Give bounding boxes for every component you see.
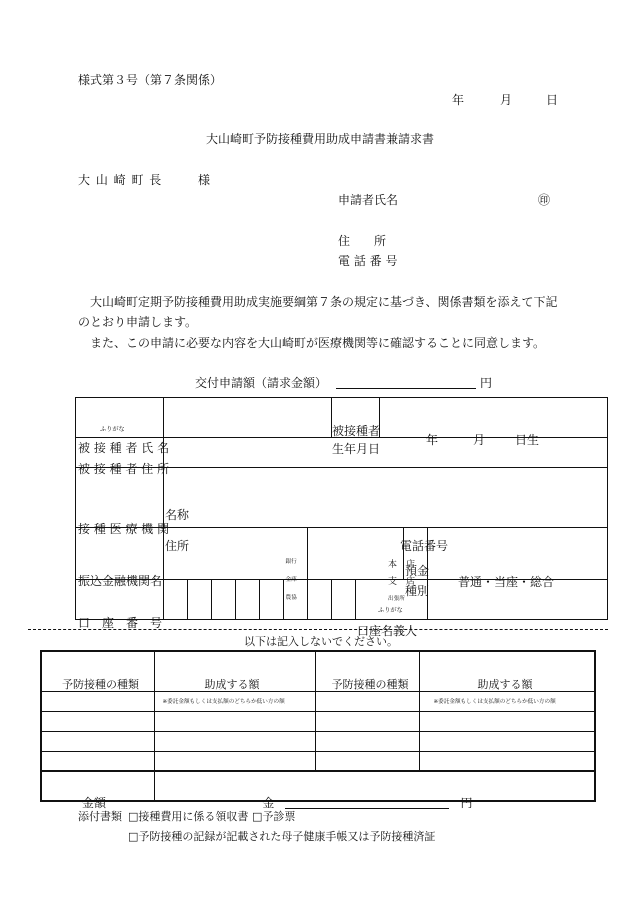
dob-label-cell	[332, 398, 381, 456]
header-amount-1	[154, 651, 315, 706]
bank-type-cell	[284, 528, 308, 601]
total-amount-line	[285, 808, 449, 809]
col-note-2: ※委託金額もしくは支払額のどちらか低い方の額	[433, 699, 556, 706]
deposit-type-label-2: 種別	[405, 583, 430, 598]
dob-field[interactable]	[380, 398, 608, 447]
addressee: 大 山 崎 町 長	[78, 173, 163, 187]
vaccinee-name-label-cell	[76, 398, 170, 455]
account-digit-7[interactable]	[308, 580, 332, 620]
grant-amount-unit: 円	[480, 376, 493, 390]
bank-name-field[interactable]	[164, 528, 284, 580]
seal-mark: ㊞	[538, 193, 551, 207]
body-paragraph-1-line-2: のとおり申請します。	[78, 315, 198, 329]
bank-label: 振込金融機関名	[78, 573, 163, 588]
furigana-label: ふりがな	[100, 425, 125, 433]
office-use-table	[40, 650, 596, 810]
header-vaccine-type-1	[41, 651, 154, 691]
deposit-options-text: 普通・当座・総合	[458, 574, 555, 589]
account-digit-8[interactable]	[332, 580, 356, 620]
body-paragraph-1-line-1: 大山崎町定期予防接種費用助成実施要綱第７条の規定に基づき、関係書類を添えて下記	[90, 295, 558, 309]
office-use-notice: 以下は記入しないでください。	[244, 635, 398, 648]
dob-label-line-1: 被接種者	[332, 423, 381, 438]
clinic-label: 接 種 医 療 機 関	[78, 521, 170, 536]
account-digit-1[interactable]	[164, 580, 188, 620]
col-note-1: ※委託金額もしくは支払額のどちらか低い方の額	[162, 699, 285, 706]
branch-1: 本 店	[388, 559, 416, 570]
total-unit: 円	[460, 796, 473, 810]
vaccinee-name-field[interactable]	[164, 398, 332, 438]
table-row	[41, 751, 595, 771]
table-row	[41, 731, 595, 751]
clinic-address-label: 住所	[165, 538, 190, 553]
vaccinee-address-label: 被 接 種 者 住 所	[78, 461, 170, 476]
attachments-label: 添付書類	[78, 810, 122, 823]
bank-type-2: 金庫	[285, 576, 297, 583]
deposit-type-label-1: 預金	[405, 563, 430, 578]
col-vaccine-label-1: 予防接種の種類	[62, 678, 139, 692]
col-amount-label-2: 助成する額	[477, 678, 533, 692]
attachment-prediagnosis[interactable]: □予診票	[252, 810, 296, 823]
applicant-phone-label: 電 話 番 号	[338, 254, 398, 268]
clinic-field[interactable]	[164, 468, 608, 553]
attachment-receipt[interactable]: □接種費用に係る領収書	[128, 810, 249, 823]
header-amount-2	[419, 651, 595, 706]
holder-furigana-label: ふりがな	[378, 606, 403, 614]
branch-field[interactable]	[308, 528, 416, 602]
total-label-cell	[41, 771, 154, 810]
branch-3: 出張所	[388, 595, 405, 602]
account-digit-3[interactable]	[212, 580, 236, 620]
clinic-phone-label: 電話番号	[400, 538, 449, 553]
deposit-type-options[interactable]	[428, 528, 608, 589]
applicant-name-label: 申請者氏名	[338, 193, 399, 207]
dob-month: 月	[473, 432, 486, 447]
col-amount-label-1: 助成する額	[204, 678, 260, 692]
date-day: 日	[546, 93, 559, 107]
dob-year: 年	[426, 432, 439, 447]
account-holder-label: 口座名義人	[357, 623, 418, 638]
dob-label-line-2: 生年月日	[332, 441, 381, 456]
application-table	[75, 397, 608, 638]
clinic-name-label: 名称	[165, 507, 190, 522]
account-digit-4[interactable]	[236, 580, 260, 620]
date-year: 年	[452, 93, 465, 107]
account-digit-2[interactable]	[188, 580, 212, 620]
bank-type-1: 銀行	[285, 558, 297, 565]
table-row	[41, 711, 595, 731]
col-vaccine-label-2: 予防接種の種類	[331, 678, 409, 692]
branch-2: 支 店	[388, 576, 416, 587]
header-vaccine-type-2	[315, 651, 419, 691]
total-prefix: 金	[262, 796, 275, 810]
total-label: 金額	[82, 796, 107, 810]
grant-amount-label: 交付申請額（請求金額）	[195, 376, 328, 390]
bank-type-3: 農協	[285, 594, 297, 601]
account-digit-5[interactable]	[260, 580, 284, 620]
vaccinee-name-label: 被 接 種 者 氏 名	[78, 440, 170, 455]
total-amount-cell[interactable]	[154, 771, 595, 810]
dob-suffix: 日生	[515, 432, 540, 447]
attachment-vaccination-record[interactable]: □予防接種の記録が記載された母子健康手帳又は予防接種済証	[128, 830, 436, 843]
applicant-address-label: 住 所	[338, 234, 387, 248]
honorific: 様	[198, 173, 211, 187]
body-paragraph-2: また、この申請に必要な内容を大山崎町が医療機関等に確認することに同意します。	[90, 336, 546, 350]
form-number: 様式第３号（第７条関係）	[78, 73, 223, 87]
grant-amount-line	[336, 388, 476, 389]
date-month: 月	[500, 93, 513, 107]
account-number-label: 口 座 番 号	[78, 615, 163, 630]
vaccinee-address-field[interactable]	[164, 438, 608, 468]
page-title: 大山崎町予防接種費用助成申請書兼請求書	[206, 132, 435, 146]
cut-line	[28, 629, 608, 630]
